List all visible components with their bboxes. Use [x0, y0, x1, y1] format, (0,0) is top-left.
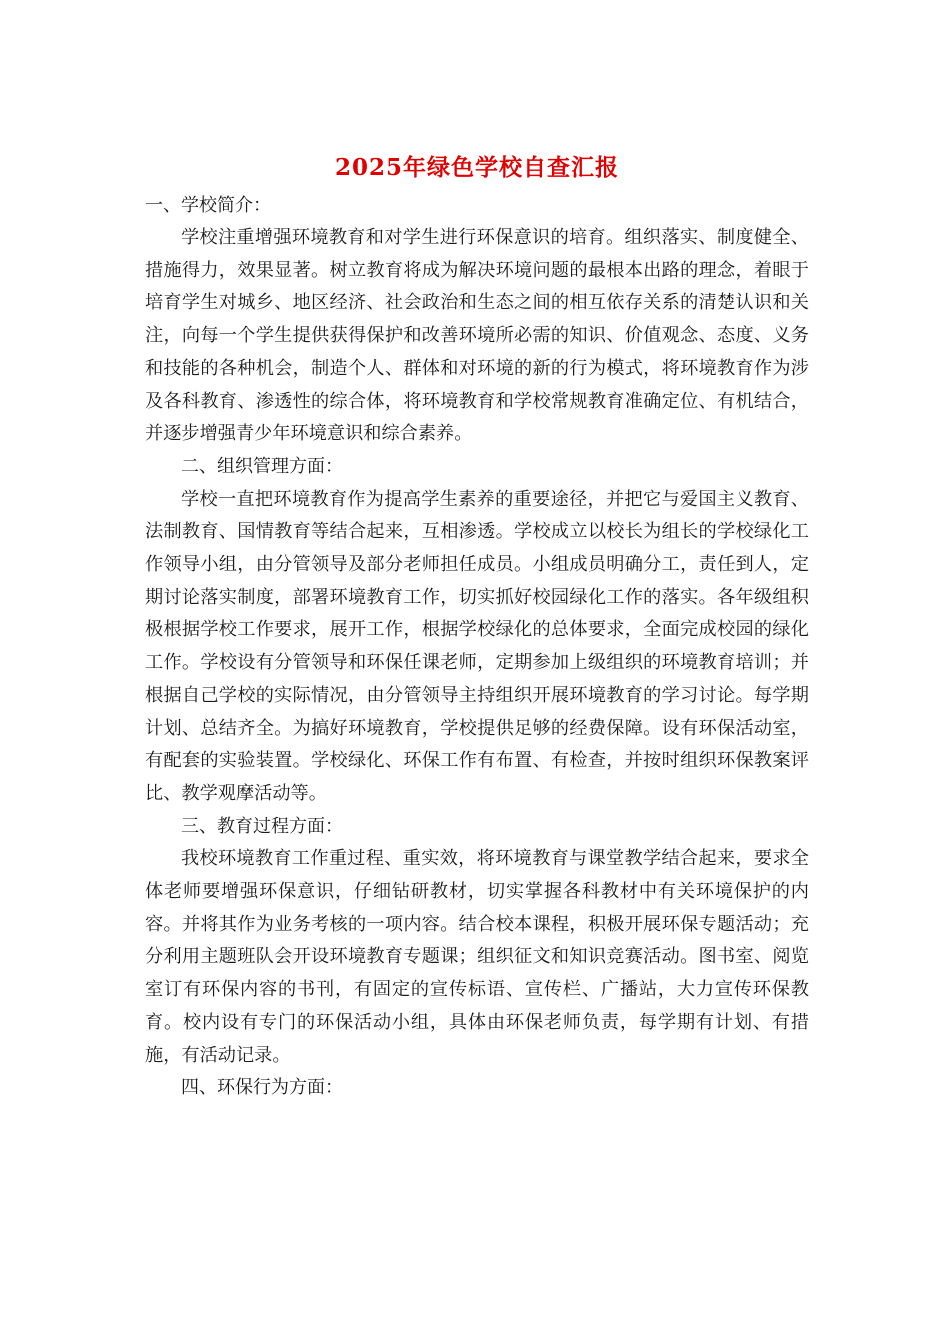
- section-heading-organization: 二、组织管理方面：: [181, 455, 343, 477]
- section-heading-intro: 一、学校简介：: [145, 195, 271, 216]
- section-body-education-process: 我校环境教育工作重过程、重实效，将环境教育与课堂教学结合起来，要求全体老师要增强环保意识，仔细钻研教材，切实掌握各科教材中有关环境保护的内容。并将其作为业务考核的一项内容。结合校本课程，积极开展环保专题活动；充分利用主题班队会开设环境教育专题课；组织征文和知识竞赛活动。图书室、阅览室订有环保内容的书刊，有固定的宣传标语、宣传栏、广播站，大力宣传环保教育。校内设有专门的环保活动小组，具体由环保老师负责，每学期有计划、有措施，有活动记录。: [145, 848, 809, 1066]
- document-title: 2025年绿色学校自查汇报: [334, 154, 619, 181]
- section-heading-education-process: 三、教育过程方面：: [181, 815, 343, 837]
- section-body-organization: 学校一直把环境教育作为提高学生素养的重要途径，并把它与爱国主义教育、法制教育、国情教育等结合起来，互相渗透。学校成立以校长为组长的学校绿化工作领导小组，由分管领导及部分老师担任成员。小组成员明确分工，责任到人，定期讨论落实制度，部署环境教育工作，切实抓好校园绿化工作的落实。各年级组积极根据学校工作要求，展开工作，根据学校绿化的总体要求，全面完成校园的绿化工作。学校设有分管领导和环保任课老师，定期参加上级组织的环境教育培训；并根据自己学校的实际情况，由分管领导主持组织开展环境教育的学习讨论。每学期计划、总结齐全。为搞好环境教育，学校提供足够的经费保障。设有环保活动室，有配套的实验装置。学校绿化、环保工作有布置、有检查，并按时组织环保教案评比、教学观摩活动等。: [145, 488, 809, 804]
- section-heading-environmental-behavior: 四、环保行为方面：: [181, 1077, 343, 1099]
- section-body-intro: 学校注重增强环境教育和对学生进行环保意识的培育。组织落实、制度健全、措施得力，效果显著。树立教育将成为解决环境问题的最根本出路的理念，着眼于培育学生对城乡、地区经济、社会政治和生态之间的相互依存关系的清楚认识和关注，向每一个学生提供获得保护和改善环境所必需的知识、价值观念、态度、义务和技能的各种机会，制造个人、群体和对环境的新的行为模式，将环境教育作为涉及各科教育、渗透性的综合体，将环境教育和学校常规教育准确定位、有机结合，并逐步增强青少年环境意识和综合素养。: [145, 227, 809, 445]
- document-page: [145, 150, 809, 1105]
